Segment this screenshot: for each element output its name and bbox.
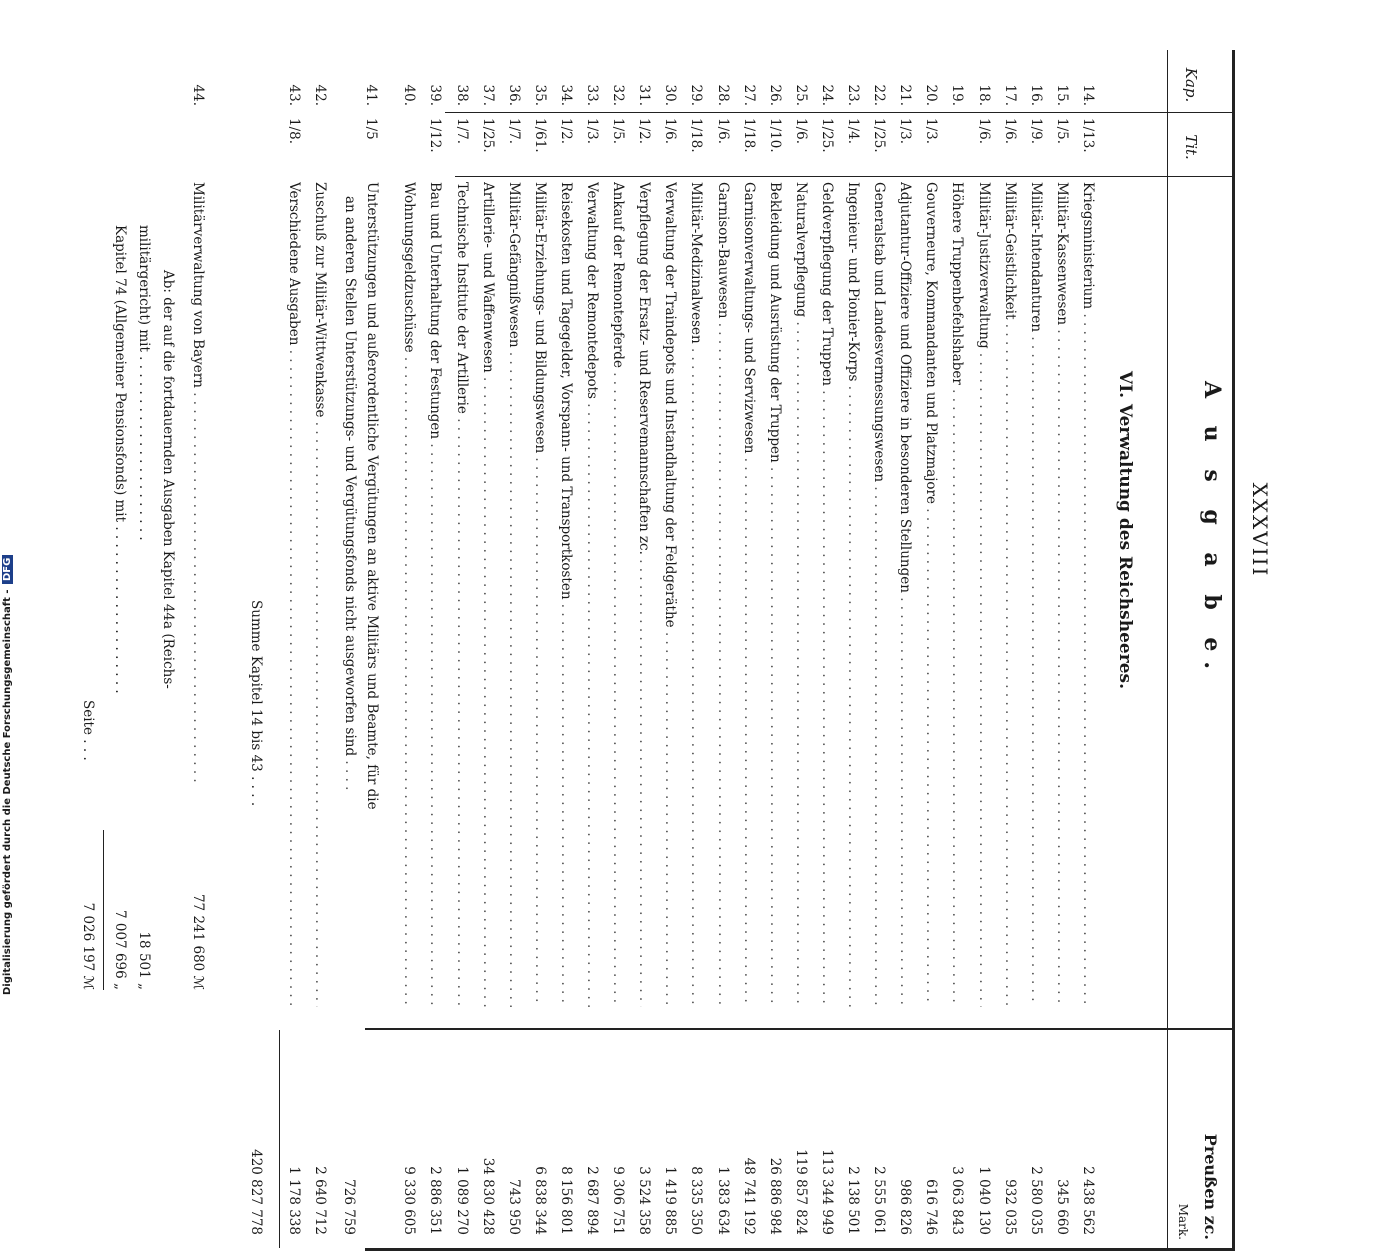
row-label: Adjutantur-Offiziere und Offiziere in besonderen Stellungen . . .	[892, 182, 917, 1007]
kap-tit-divider	[445, 112, 1235, 113]
row-kap: 30.	[662, 84, 679, 106]
summe-amount: 420 827 778	[248, 1149, 264, 1235]
row-tit: 1/3.	[923, 118, 940, 145]
row-tit: 1/8.	[286, 118, 302, 145]
bayern-ab-amount: 18 501 „	[136, 931, 152, 990]
row-tit: 1/6.	[662, 118, 679, 145]
row-label: Naturalverpflegung . . .	[788, 182, 813, 1007]
row-kap: 33.	[584, 84, 601, 106]
row-label: Garnison-Bauwesen . . .	[710, 182, 735, 1007]
row-label: Ingenieur- und Pionier-Korps . . .	[840, 182, 865, 1007]
row-kap: 31.	[636, 84, 653, 106]
row-tit: 1/9.	[1027, 118, 1044, 145]
row-amount: 26 886 984	[766, 1157, 783, 1235]
row-kap: 20.	[923, 84, 940, 106]
row-amount: 2 687 894	[584, 1166, 601, 1235]
bayern-kap74-label: Kapitel 74 (Allgemeiner Pensionsfonds) mit . . . . . . . . . . . . . . . . . . . .	[112, 225, 128, 694]
row-amount: 1 419 885	[662, 1166, 679, 1235]
row-kap: 17.	[1001, 84, 1018, 106]
row-amount: 2 580 035	[1027, 1166, 1044, 1235]
row-label: Verpflegung der Ersatz- und Reservemannschaften zc. . . .	[631, 182, 656, 1007]
row-tit: 1/5.	[610, 118, 627, 145]
row-tit: 1/10.	[766, 118, 783, 153]
row-label: Gouverneure, Kommandanten und Platzmajore . . .	[918, 182, 943, 1007]
bayern-rule	[103, 830, 104, 990]
row-amount: 986 826	[897, 1179, 914, 1235]
row-amount: 48 741 192	[740, 1157, 757, 1235]
row-label: Wohnungsgeldzuschüsse . . .	[396, 182, 421, 1007]
row-kap: 25.	[792, 84, 809, 106]
row-label: Militär-Erziehungs- und Bildungswesen . . .	[527, 182, 552, 1007]
amount-divider	[365, 1028, 1235, 1030]
top-rule	[1232, 50, 1235, 1250]
row-kap: 18.	[975, 84, 992, 106]
row-amount: 1 383 634	[714, 1166, 731, 1235]
header-preussen: Preußen zc.	[1201, 1133, 1220, 1240]
row-amount: 3 063 843	[949, 1166, 966, 1235]
row-amount: 2 886 351	[427, 1166, 444, 1235]
header-rule	[1167, 50, 1168, 1250]
row-tit: 1/12.	[427, 118, 444, 153]
row-amount: 2 640 712	[312, 1166, 328, 1235]
row-label: Verwaltung der Traindepots und Instandhaltung der Feldgeräthe . . .	[657, 182, 682, 1007]
bayern-seite-amount: 7 026 197 ℳ	[80, 902, 96, 990]
row-kap: 16.	[1027, 84, 1044, 106]
row-label: Geldverpflegung der Truppen . . .	[814, 182, 839, 1007]
row-label: Militär-Kassenwesen . . .	[1049, 182, 1074, 1007]
header-tit: Tit.	[1182, 134, 1200, 160]
row-label: Bekleidung und Ausrüstung der Truppen . . .	[762, 182, 787, 1007]
row-kap: 39.	[427, 84, 444, 106]
row-tit: 1/13.	[1080, 118, 1096, 153]
row-kap: 34.	[558, 84, 574, 106]
row-tit: 1/5	[363, 118, 379, 140]
row-label: Unterstützungen und außerordentliche Vergütungen an aktive Militärs und Beamte, für die an anderen Stellen Unterstützungs- und Vergütungsfonds nicht ausgeworfen sind . . . .	[342, 182, 380, 810]
row-tit: 1/6.	[1001, 118, 1018, 145]
row-tit: 1/18.	[688, 118, 705, 153]
row-tit: 1/25.	[819, 118, 835, 153]
row-tit: 1/7.	[453, 118, 470, 145]
row-label: Militär-Geistlichkeit . . .	[997, 182, 1022, 1007]
row-kap: 24.	[819, 84, 835, 106]
row-tit: 1/2.	[558, 118, 574, 145]
row-amount: 34 830 428	[479, 1157, 496, 1235]
row-amount: 1 040 130	[975, 1166, 992, 1235]
header-kap: Kap.	[1182, 67, 1200, 103]
row-label: Generalstab und Landesvermessungswesen . . .	[866, 182, 891, 1007]
row-amount: 3 524 358	[636, 1166, 653, 1235]
footer-credit	[2, 557, 18, 995]
row-kap: 15.	[1053, 84, 1070, 106]
row-kap: 27.	[740, 84, 757, 106]
footer-credit-text: Digitalisierung gefördert durch die Deutsche Forschungsgemeinschaft -	[2, 589, 13, 995]
row-tit: 1/6.	[975, 118, 992, 145]
row-label: Garnisonverwaltungs- und Servizwesen . . .	[736, 182, 761, 1007]
row-amount: 119 857 824	[792, 1149, 809, 1235]
row-kap: 22.	[871, 84, 888, 106]
row-kap: 42.	[312, 84, 328, 106]
row-kap: 36.	[505, 84, 522, 106]
row-tit: 1/6.	[792, 118, 809, 145]
row-tit: 1/7.	[505, 118, 522, 145]
row-kap: 28.	[714, 84, 731, 106]
row-label: Ankauf der Remontepferde . . .	[605, 182, 630, 1007]
row-amount: 8 156 801	[558, 1166, 574, 1235]
row-tit: 1/5.	[1053, 118, 1070, 145]
row-label: Verschiedene Ausgaben . . .	[281, 182, 306, 1007]
row-label: Militär-Justizverwaltung . . .	[971, 182, 996, 1007]
row-label: Technische Institute der Artillerie . . .	[449, 182, 474, 1007]
row-label: Höhere Truppenbefehlshaber . . .	[945, 182, 970, 1007]
row-tit: 1/4.	[845, 118, 862, 145]
row-tit: 1/25.	[479, 118, 496, 153]
header-title: A u s g a b e.	[1199, 380, 1225, 680]
bayern-seite-label: Seite . . .	[80, 700, 96, 761]
dfg-logo: DFG	[2, 555, 13, 584]
row-amount: 1 089 270	[453, 1166, 470, 1235]
row-kap: 40.	[401, 84, 418, 106]
row-amount: 1 178 338	[286, 1166, 302, 1235]
summe-rule	[279, 1030, 280, 1248]
row-label: Bau und Unterhaltung der Festungen . . .	[423, 182, 448, 1007]
row-label: Militär-Intendanturen . . .	[1023, 182, 1048, 1007]
row-kap: 35.	[531, 84, 548, 106]
row-label-line1: Unterstützungen und außerordentliche Vergütungen an aktive Militärs und Beamte, für die	[364, 182, 380, 810]
bayern-ab-line2: militärgericht) mit . . . . . . . . . . . . . . . . . . . . . .	[136, 225, 152, 541]
row-amount: 8 335 350	[688, 1166, 705, 1235]
header-mark: Mark.	[1176, 1203, 1190, 1240]
row-tit: 1/25.	[871, 118, 888, 153]
row-kap: 37.	[479, 84, 496, 106]
row-tit: 1/6.	[714, 118, 731, 145]
row-kap: 32.	[610, 84, 627, 106]
row-amount: 9 306 751	[610, 1166, 627, 1235]
page-number: XXXVIII	[1248, 482, 1272, 578]
tit-label-divider	[455, 176, 1235, 177]
row-amount: 616 746	[923, 1179, 940, 1235]
bayern-kap: 44.	[190, 84, 206, 106]
row-tit: 1/2.	[636, 118, 653, 145]
row-amount: 932 035	[1001, 1179, 1018, 1235]
bayern-amount: 77 241 680 ℳ	[190, 893, 206, 990]
row-kap: 23.	[845, 84, 862, 106]
row-amount: 2 555 061	[871, 1166, 888, 1235]
row-tit: 1/3.	[897, 118, 914, 145]
bayern-kap74-amount: 7 007 696 „	[112, 910, 128, 990]
row-label: Militär-Medizinalwesen . . .	[684, 182, 709, 1007]
row-amount: 743 950	[505, 1179, 522, 1235]
row-amount: 9 330 605	[401, 1166, 418, 1235]
row-tit: 1/61.	[531, 118, 548, 153]
row-kap: 43.	[286, 84, 302, 106]
row-kap: 19.	[949, 84, 966, 106]
row-amount: 726 759	[341, 1179, 357, 1235]
row-amount: 2 138 501	[845, 1166, 862, 1235]
row-label: Zuschuß zur Militär-Wittwenkasse . . .	[307, 182, 332, 1007]
row-label: Artillerie- und Waffenwesen . . .	[475, 182, 500, 1007]
row-kap: 26.	[766, 84, 783, 106]
row-label-line2: an anderen Stellen Unterstützungs- und Vergütungsfonds nicht ausgeworfen sind	[342, 196, 358, 757]
section-title: VI. Verwaltung des Reichsheeres.	[1115, 371, 1135, 689]
summe-label: Summe Kapitel 14 bis 43 . . . .	[248, 600, 264, 807]
row-label: Kriegsministerium . . .	[1075, 182, 1100, 1007]
row-kap: 41.	[363, 84, 379, 106]
row-kap: 38.	[453, 84, 470, 106]
row-kap: 29.	[688, 84, 705, 106]
row-label: Militär-Gefängnißwesen . . .	[501, 182, 526, 1007]
row-label: Reisekosten und Tagegelder, Vorspann- und Transportkosten . . .	[553, 182, 578, 1007]
row-kap: 14.	[1080, 84, 1096, 106]
row-amount: 6 838 344	[531, 1166, 548, 1235]
document-page	[10, 0, 1280, 1240]
row-label: Verwaltung der Remontedepots . . .	[579, 182, 604, 1007]
row-tit: 1/18.	[740, 118, 757, 153]
bayern-label: Militärverwaltung von Bayern . . .	[185, 182, 210, 782]
row-amount: 345 660	[1053, 1179, 1070, 1235]
row-amount: 2 438 562	[1080, 1166, 1096, 1235]
row-amount: 113 344 949	[819, 1149, 835, 1235]
bayern-ab-line1: Ab: der auf die fortdauernden Ausgaben Kapitel 44a (Reichs-	[160, 270, 176, 689]
row-tit: 1/3.	[584, 118, 601, 145]
row-kap: 21.	[897, 84, 914, 106]
